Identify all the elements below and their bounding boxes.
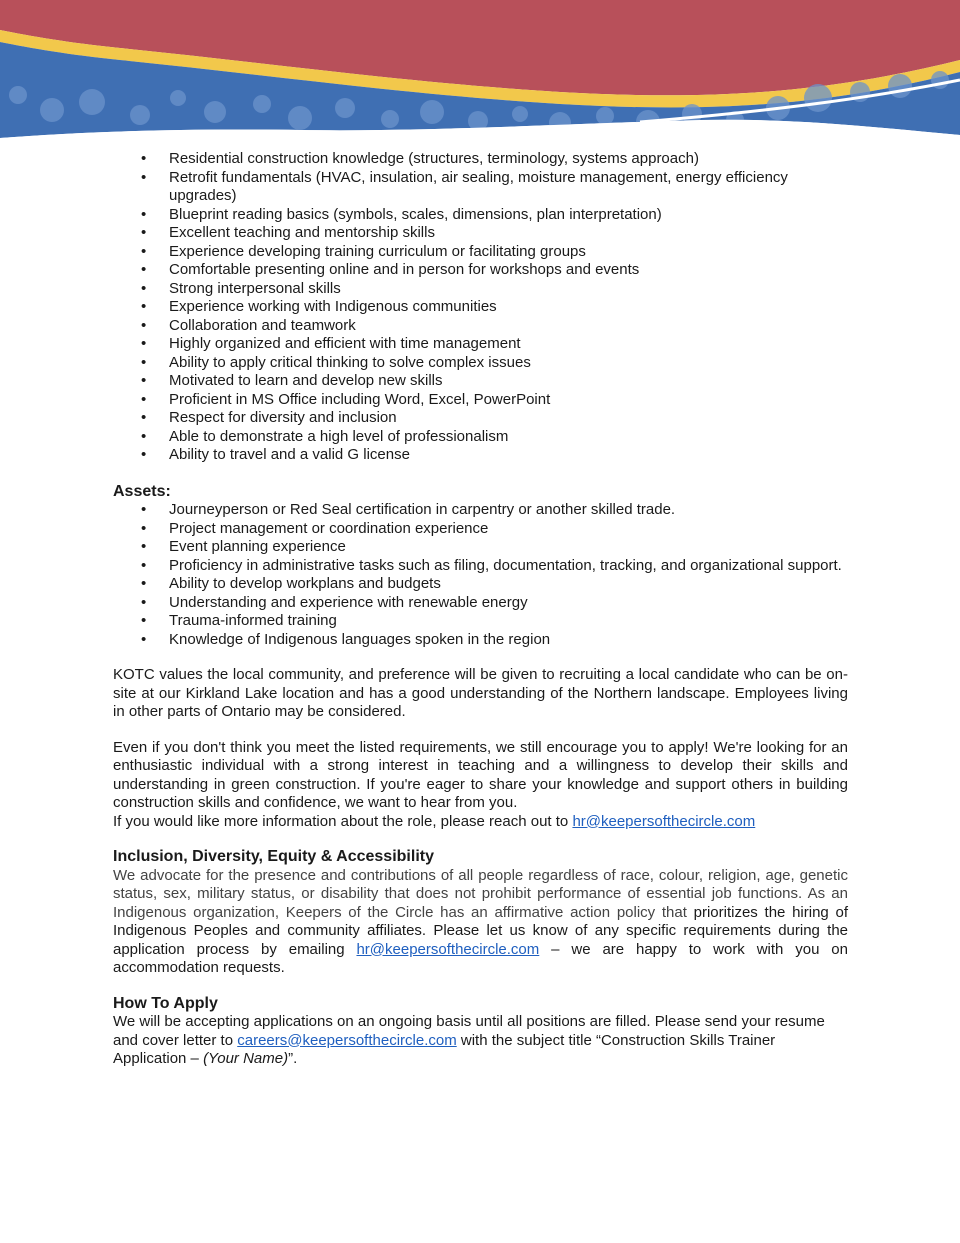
list-item: • Motivated to learn and develop new skills <box>113 372 848 391</box>
apply-heading: How To Apply <box>113 994 218 1012</box>
apply-text-after: with the subject title “Construction Skills Trainer Application – <box>113 1031 776 1067</box>
list-item: • Collaboration and teamwork <box>113 317 848 336</box>
list-item: • Blueprint reading basics (symbols, scales, dimensions, plan interpretation) <box>113 206 848 225</box>
list-item: • Proficient in MS Office including Word, Excel, PowerPoint <box>113 391 848 410</box>
idea-text-main: prioritizes the hiring of Indigenous Peoples and community affiliates. Please let us know of any specific requirements during the application process by emailing <box>113 903 849 958</box>
idea-text-intro: We advocate for the presence and contributions of all people regardless of race, colour, religion, age, genetic status, sex, military status, or disability that does not prohibit performance of essential job functions. As an Indigenous organization, Keepers of the Circle has an affirmative action policy that <box>113 866 848 921</box>
requirements-list <box>113 150 848 465</box>
hr-email-link[interactable]: hr@keepersofthecircle.com <box>356 940 540 958</box>
contact-text: If you would like more information about the role, please reach out to <box>113 812 573 830</box>
list-item: • Able to demonstrate a high level of professionalism <box>113 428 848 447</box>
list-item: • Ability to travel and a valid G license <box>113 446 848 465</box>
apply-text-end: ”. <box>288 1050 298 1067</box>
apply-text-before: We will be accepting applications on an ongoing basis until all positions are filled. Please send your resume and cover letter to <box>113 1013 825 1049</box>
hr-email-link[interactable]: hr@keepersofthecircle.com <box>572 812 756 830</box>
local-preference-paragraph: KOTC values the local community, and preference will be given to recruiting a local candidate who can be on-site at our Kirkland Lake location and has a good understanding of the Northern landscape. Employees living in other parts of Ontario may be considered. <box>113 666 848 720</box>
list-item: • Understanding and experience with renewable energy <box>113 594 848 613</box>
list-item: • Ability to apply critical thinking to solve complex issues <box>113 354 848 373</box>
idea-text-after: – we are happy to work with you on accommodation requests. <box>113 940 848 976</box>
your-name-placeholder: (Your Name) <box>203 1050 289 1067</box>
document-body <box>113 150 848 1069</box>
apply-paragraph <box>113 1013 848 1069</box>
list-item: • Proficiency in administrative tasks such as filing, documentation, tracking, and organizational support. <box>113 557 848 576</box>
careers-email-link[interactable]: careers@keepersofthecircle.com <box>237 1031 457 1049</box>
list-item: • Experience working with Indigenous communities <box>113 298 848 317</box>
assets-heading: Assets: <box>113 482 171 500</box>
list-item: • Experience developing training curriculum or facilitating groups <box>113 243 848 262</box>
contact-paragraph <box>113 813 848 832</box>
list-item: • Retrofit fundamentals (HVAC, insulation, air sealing, moisture management, energy efficiency upgrades) <box>113 169 848 206</box>
idea-heading: Inclusion, Diversity, Equity & Accessibility <box>113 848 434 865</box>
list-item: • Respect for diversity and inclusion <box>113 409 848 428</box>
list-item: • Project management or coordination experience <box>113 520 848 539</box>
list-item: • Journeyperson or Red Seal certification in carpentry or another skilled trade. <box>113 501 848 520</box>
assets-list <box>113 501 848 649</box>
list-item: • Comfortable presenting online and in person for workshops and events <box>113 261 848 280</box>
list-item: • Event planning experience <box>113 538 848 557</box>
idea-paragraph <box>113 867 848 978</box>
header-banner <box>0 0 960 145</box>
list-item: • Excellent teaching and mentorship skills <box>113 224 848 243</box>
list-item: • Trauma-informed training <box>113 612 848 631</box>
list-item: • Residential construction knowledge (structures, terminology, systems approach) <box>113 150 848 169</box>
list-item: • Strong interpersonal skills <box>113 280 848 299</box>
list-item: • Highly organized and efficient with time management <box>113 335 848 354</box>
encouragement-paragraph: Even if you don't think you meet the listed requirements, we still encourage you to apply! We're looking for an enthusiastic individual with a strong interest in teaching and a willingness to develop their skills and understanding in green construction. If you're eager to share your knowledge and support others in building construction skills and confidence, we want to hear from you. <box>113 738 848 811</box>
list-item: • Ability to develop workplans and budgets <box>113 575 848 594</box>
list-item: • Knowledge of Indigenous languages spoken in the region <box>113 631 848 650</box>
